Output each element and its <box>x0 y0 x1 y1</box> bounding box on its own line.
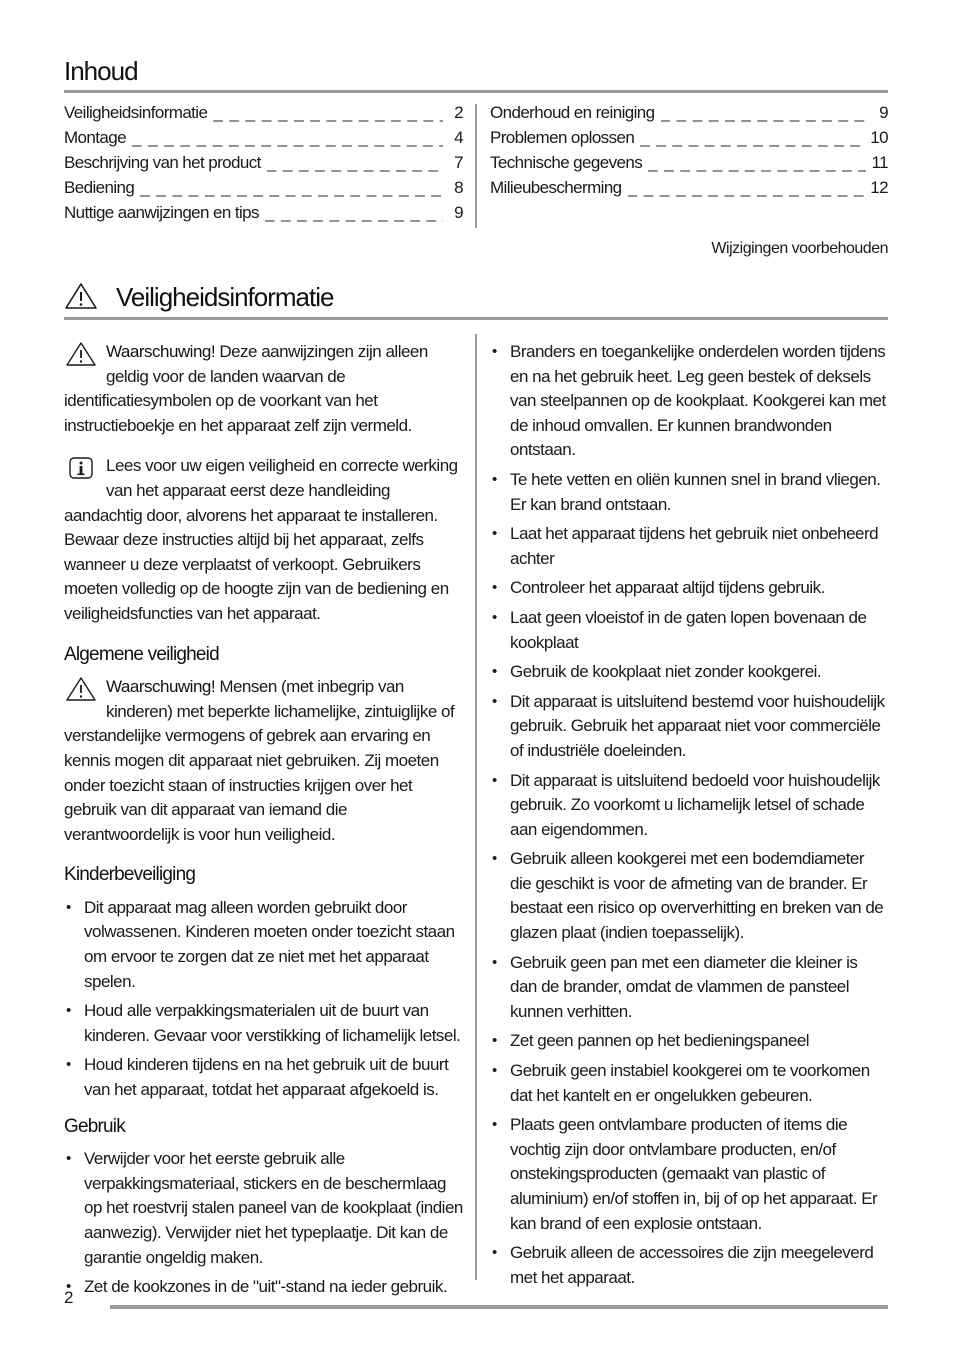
toc-right-column <box>490 103 888 203</box>
page-number: 2 <box>64 1288 74 1307</box>
toc-entry[interactable] <box>490 103 888 128</box>
subheading-child-safety: Kinderbeveiliging <box>64 864 196 886</box>
toc-entry[interactable] <box>64 178 463 203</box>
section-divider-rule <box>64 317 888 320</box>
changes-reserved-note: Wijzigingen voorbehouden <box>711 240 888 257</box>
toc-leader <box>265 203 443 223</box>
toc-leader <box>267 153 443 173</box>
child-safety-list <box>64 896 463 1103</box>
list-item: • Dit apparaat is uitsluitend bedoeld voor huishoudelijk gebruik. Zo voorkomt u lichamelijk letsel of schade aan eigendommen. <box>490 769 888 843</box>
list-item: • Gebruik alleen de accessoires die zijn meegeleverd met het apparaat. <box>490 1241 888 1290</box>
toc-leader <box>213 103 443 123</box>
left-column <box>64 340 463 1306</box>
toc-entry[interactable] <box>64 153 463 178</box>
toc-entry-page: 11 <box>871 153 888 172</box>
toc-entry-label: Milieubescherming <box>490 178 622 197</box>
column-divider <box>475 334 477 1280</box>
toc-entry-page: 10 <box>870 128 888 147</box>
toc-entry-page: 12 <box>870 178 888 197</box>
toc-entry-label: Nuttige aanwijzingen en tips <box>64 203 259 222</box>
warning-lead: Waarschuwing! <box>106 342 216 361</box>
subheading-general-safety: Algemene veiligheid <box>64 643 219 665</box>
toc-divider-rule <box>64 90 888 93</box>
list-item: • Gebruik de kookplaat niet zonder kookgerei. <box>490 660 888 685</box>
toc-entry-label: Montage <box>64 128 126 147</box>
list-item: • Houd alle verpakkingsmaterialen uit de buurt van kinderen. Gevaar voor verstikking of lichamelijk letsel. <box>64 999 463 1048</box>
warning-triangle-icon <box>64 282 98 315</box>
list-item: • Dit apparaat is uitsluitend bestemd voor huishoudelijk gebruik. Gebruik het apparaat niet voor commerciële of industriële doeleinden. <box>490 690 888 764</box>
info-icon <box>64 456 98 480</box>
list-item: • Zet geen pannen op het bedieningspaneel <box>490 1029 888 1054</box>
warning-triangle-icon <box>64 342 98 366</box>
subheading-use: Gebruik <box>64 1115 125 1137</box>
toc-entry-page: 2 <box>454 103 463 122</box>
toc-entry-label: Veiligheidsinformatie <box>64 103 208 122</box>
info-text: Lees voor uw eigen veiligheid en correcte werking van het apparaat eerst deze handleiding aandachtig door, alvorens het apparaat te installeren. Bewaar deze instructies altijd bij het apparaat, zelfs wanneer u deze verplaatst of verkoopt. Gebruikers moeten volledig op de hoogte zijn van de bediening en veiligheidsfuncties van het apparaat. <box>64 456 458 623</box>
toc-leader <box>140 178 443 198</box>
toc-leader <box>648 153 865 173</box>
toc-column-divider <box>475 104 477 228</box>
toc-leader <box>132 128 443 148</box>
toc-left-column <box>64 103 463 228</box>
warning-text: Mensen (met inbegrip van kinderen) met beperkte lichamelijke, zintuiglijke of verstandelijke vermogens of gebrek aan ervaring en kennis mogen dit apparaat niet gebruiken. Zij moeten onder toezicht staan of instructies krijgen over het gebruik van dit apparaat van iemand die verantwoordelijk is voor hun veiligheid. <box>64 677 455 844</box>
list-item: • Laat het apparaat tijdens het gebruik niet onbeheerd achter <box>490 522 888 571</box>
toc-entry-page: 9 <box>454 203 463 222</box>
list-item: • Te hete vetten en oliën kunnen snel in brand vliegen. Er kan brand ontstaan. <box>490 468 888 517</box>
list-item: • Controleer het apparaat altijd tijdens gebruik. <box>490 576 888 601</box>
info-note <box>64 454 463 626</box>
list-item: • Branders en toegankelijke onderdelen worden tijdens en na het gebruik heet. Leg geen bestek of deksels van steelpannen op de kookplaat. Kookgerei kan met de inhoud omvallen. Er kunnen brandwonden ontstaan. <box>490 340 888 463</box>
toc-entry-label: Bediening <box>64 178 135 197</box>
list-item: • Plaats geen ontvlambare producten of items die vochtig zijn door ontvlambare producten, en/of onstekingsproducten (gemaakt van plastic of aluminium) en/of stoffen in, bij of op het apparaat. Er kan brand of een explosie ontstaan. <box>490 1113 888 1236</box>
toc-entry-label: Onderhoud en reiniging <box>490 103 655 122</box>
footer-rule <box>110 1305 888 1309</box>
toc-entry-label: Technische gegevens <box>490 153 643 172</box>
right-column <box>490 340 888 1296</box>
warning-text: Deze aanwijzingen zijn alleen geldig voor de landen waarvan de identificatiesymbolen op de voorkant van het instructieboekje en het apparaat zelf zijn vermeld. <box>64 342 428 435</box>
toc-entry[interactable] <box>64 128 463 153</box>
toc-entry[interactable] <box>490 128 888 153</box>
use-list <box>64 1147 463 1300</box>
warning-note <box>64 340 463 438</box>
warning-lead: Waarschuwing! <box>106 677 216 697</box>
list-item: • Gebruik geen pan met een diameter die kleiner is dan de brander, omdat de vlammen de pansteel kunnen verhitten. <box>490 951 888 1025</box>
list-item: • Gebruik alleen kookgerei met een bodemdiameter die geschikt is voor de afmeting van de brander. Er bestaat een risico op oververhitting en breken van de glazen plaat (indien toepasselijk). <box>490 847 888 945</box>
toc-entry-page: 4 <box>454 128 463 147</box>
list-item: • Laat geen vloeistof in de gaten lopen bovenaan de kookplaat <box>490 606 888 655</box>
list-item: • Houd kinderen tijdens en na het gebruik uit de buurt van het apparaat, totdat het apparaat afgekoeld is. <box>64 1053 463 1102</box>
use-list-continued <box>490 340 888 1290</box>
list-item: • Gebruik geen instabiel kookgerei om te voorkomen dat het kantelt en er ongelukken gebeuren. <box>490 1059 888 1108</box>
section-title: Veiligheidsinformatie <box>116 282 334 312</box>
toc-title: Inhoud <box>64 56 138 86</box>
list-item: • Zet de kookzones in de "uit"-stand na ieder gebruik. <box>64 1275 463 1300</box>
toc-entry-label: Beschrijving van het product <box>64 153 261 172</box>
toc-entry-page: 7 <box>454 153 463 172</box>
warning-triangle-icon <box>64 677 98 701</box>
list-item: • Verwijder voor het eerste gebruik alle verpakkingsmateriaal, stickers en de beschermlaag op het roestvrij stalen paneel van de kookplaat (indien aanwezig). Verwijder niet het typeplaatje. Dit kan de garantie ongeldig maken. <box>64 1147 463 1270</box>
toc-leader <box>628 178 865 198</box>
toc-entry[interactable] <box>64 203 463 228</box>
toc-entry-page: 8 <box>454 178 463 197</box>
toc-entry[interactable] <box>64 103 463 128</box>
warning-note <box>64 675 463 847</box>
toc-leader <box>640 128 864 148</box>
list-item: • Dit apparaat mag alleen worden gebruikt door volwassenen. Kinderen moeten onder toezicht staan om ervoor te zorgen dat ze niet met het apparaat spelen. <box>64 896 463 994</box>
toc-entry-page: 9 <box>879 103 888 122</box>
toc-entry[interactable] <box>490 178 888 203</box>
toc-entry-label: Problemen oplossen <box>490 128 635 147</box>
toc-leader <box>661 103 869 123</box>
toc-entry[interactable] <box>490 153 888 178</box>
